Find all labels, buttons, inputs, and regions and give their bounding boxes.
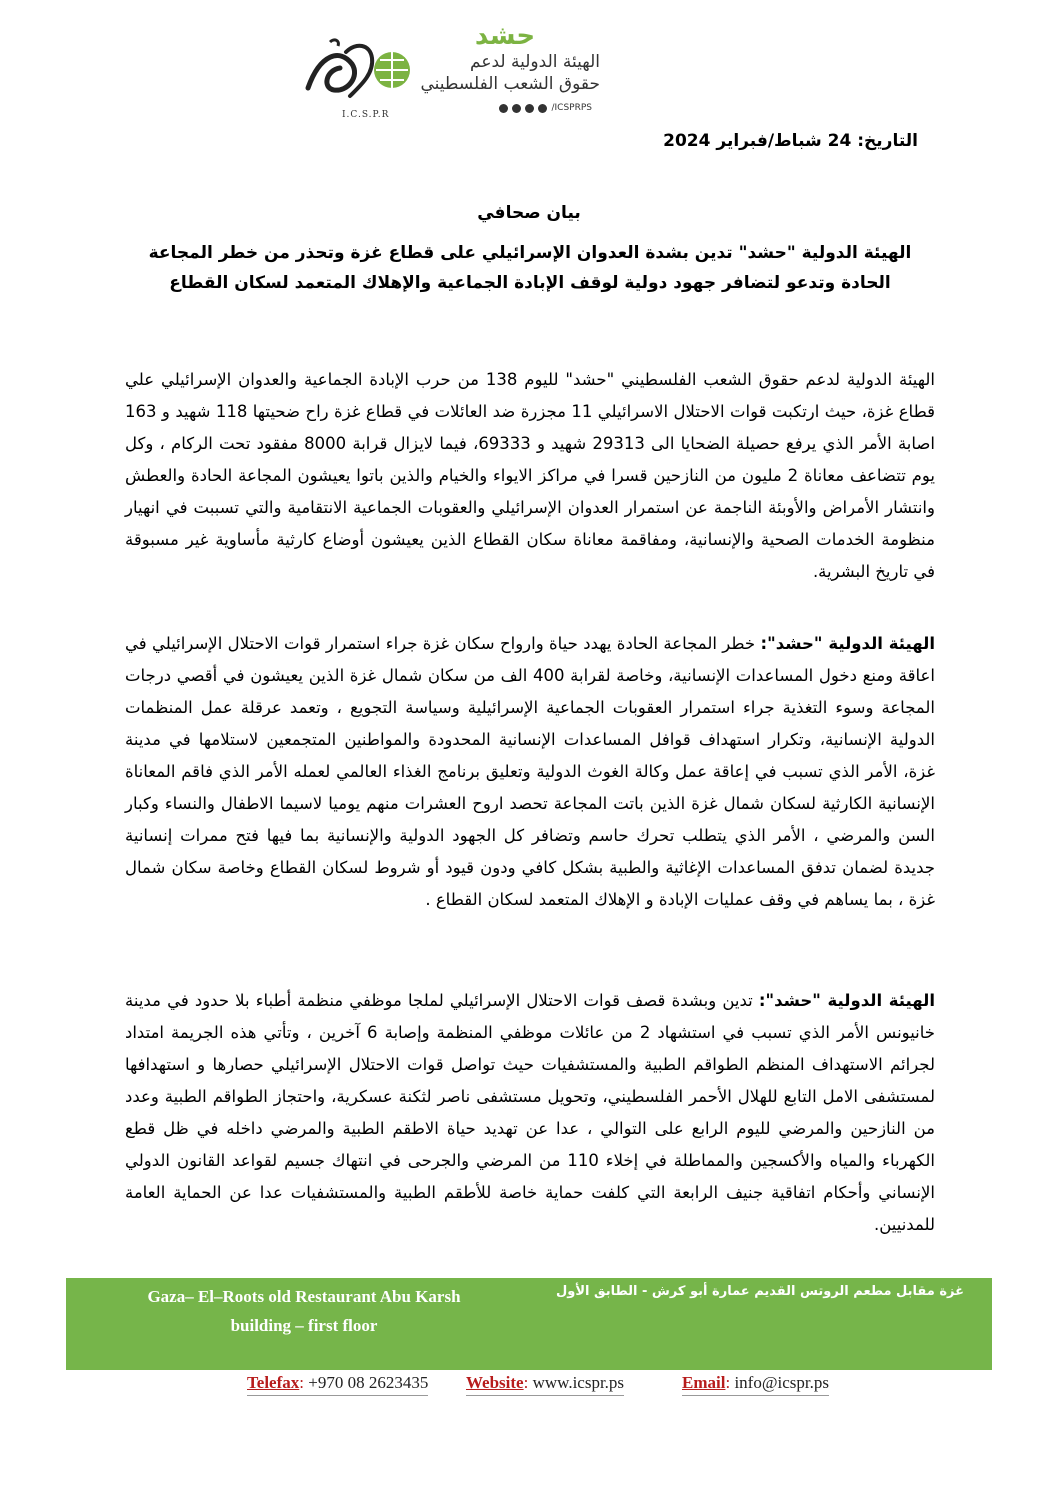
document-date: التاريخ: 24 شباط/فبراير 2024 <box>663 131 918 151</box>
organization-logo <box>300 22 600 126</box>
statement-title: بيان صحافي <box>477 203 581 223</box>
email-label: Email <box>682 1373 726 1392</box>
footer-address-banner <box>66 1278 992 1370</box>
website-link[interactable]: www.icspr.ps <box>532 1373 625 1392</box>
facebook-icon <box>499 104 508 113</box>
contact-bar <box>66 1372 992 1400</box>
document-headline: الهيئة الدولية "حشد" تدين بشدة العدوان الإسرائيلي على قطاع غزة وتحذر من خطر المجاعة الحادة وتدعو لتضافر جهود دولية لوقف الإبادة الجماعية والإهلاك المتعمد لسكان القطاع <box>148 243 912 293</box>
logo-org-line-1: الهيئة الدولية لدعم <box>470 52 600 72</box>
website-label: Website <box>466 1373 524 1392</box>
twitter-icon <box>538 104 547 113</box>
email-link[interactable]: info@icspr.ps <box>734 1373 829 1392</box>
paragraph-2-lead: الهيئة الدولية "حشد": <box>760 634 936 653</box>
website-contact[interactable]: Website: www.icspr.ps <box>466 1373 624 1396</box>
telefax-value: +970 08 2623435 <box>308 1373 429 1392</box>
paragraph-3-text: تدين وبشدة قصف قوات الاحتلال الإسرائيلي لملجا موظفي منظمة أطباء بلا حدود في مدينة خانيونس الأمر الذي تسبب في استشهاد 2 من عائلات موظفي المنظمة وإصابة 6 آخرين ، وتأتي هذه الجريمة امتداد لجرائم الاستهداف المنظم الطواقم الطبية والمستشفيات حيث تواصل قوات الاحتلال الإسرائيلي حصارها و استهدافها لمستشفى الامل التابع للهلال الأحمر الفلسطيني، وتحويل مستشفى ناصر لثكنة عسكرية، واحتجاز الطواقم الطبية وعدد من النازحين والمرضي لليوم الرابع على التوالي ، عدا عن تهديد حياة الاطقم الطبية والمرضي داخله في ظل قطع الكهرباء والمياه والأكسجين والمماطلة في إخلاء 110 من المرضي والجرحى في انتهاك جسيم لقواعد القانون الدولي الإنساني وأحكام اتفاقية جنيف الرابعة التي كلفت حماية خاصة للأطقم الطبية والمستشفيات عدا عن الحماية العامة للمدنيين. <box>125 991 935 1234</box>
social-handle-text: /ICSPRPS <box>551 103 592 113</box>
paragraph-2-text: خطر المجاعة الحادة يهدد حياة وارواح سكان غزة جراء استمرار قوات الاحتلال الإسرائيلي في اعاقة ومنع دخول المساعدات الإنسانية، وخاصة لقرابة 400 الف من سكان شمال غزة الذين يعيشون في أقصي درجات المجاعة وسوء التغذية جراء استمرار العقوبات الجماعية الإسرائيلية وسياسة التجويع ، وتعمد عرقلة عمل المنظمات الدولية الإنسانية، وتكرار استهداف قوافل المساعدات الإنسانية المحدودة والمواطنين المتجمعين لاستلامها في مدينة غزة، الأمر الذي تسبب في إعاقة عمل وكالة الغوث الدولية وتعليق برنامج الغذاء العالمي لعمله الأمر الذي فاقم المعاناة الإنسانية الكارثية لسكان شمال غزة الذين باتت المجاعة تحصد اروح العشرات منهم يوميا لاسيما الاطفال والنساء وكبار السن والمرضي ، الأمر الذي يتطلب تحرك حاسم وتضافر كل الجهود الدولية والإنسانية بما فيها فتح ممرات إنسانية جديدة لضمان تدفق المساعدات الإغاثية والطبية بشكل كافي ودون قيود أو شروط لسكان القطاع وخاصة سكان شمال غزة ، بما يساهم في وقف عمليات الإبادة و الإهلاك المتعمد لسكان القطاع . <box>125 634 935 909</box>
hashd-calligraphy-logo-icon <box>300 34 410 112</box>
email-contact[interactable]: Email: info@icspr.ps <box>682 1373 829 1396</box>
telefax-label: Telefax <box>247 1373 300 1392</box>
instagram-icon <box>512 104 521 113</box>
logo-arabic-name: حشد <box>474 21 536 51</box>
telefax-contact: Telefax: +970 08 2623435 <box>247 1373 428 1396</box>
youtube-icon <box>525 104 534 113</box>
social-handles <box>499 103 592 113</box>
address-en-line-2: building – first floor <box>230 1316 378 1335</box>
address-en-line-1: Gaza– El–Roots old Restaurant Abu Karsh <box>147 1287 461 1306</box>
paragraph-2 <box>125 628 935 916</box>
paragraph-1: الهيئة الدولية لدعم حقوق الشعب الفلسطيني "حشد" لليوم 138 من حرب الإبادة الجماعية والعدوان الإسرائيلي علي قطاع غزة، حيث ارتكبت قوات الاحتلال الاسرائيلي 11 مجزرة ضد العائلات في قطاع غزة راح ضحيتها 118 شهيد و 163 اصابة الأمر الذي يرفع حصيلة الضحايا الى 29313 شهيد و 69333، فيما لايزال قرابة 8000 مفقود تحت الركام ، وكل يوم تتضاعف معاناة 2 مليون من النازحين قسرا في مراكز الايواء والخيام والذين باتوا يعيشون المجاعة الحادة والعطش وانتشار الأمراض والأوبئة الناجمة عن استمرار العدوان الإسرائيلي والعقوبات الجماعية الانتقامية والتي تسببت في انهيار منظومة الخدمات الصحية والإنسانية، ومفاقمة معاناة سكان القطاع الذين يعيشون أوضاع كارثية مأساوية غير مسبوقة في تاريخ البشرية. <box>125 370 935 581</box>
paragraph-3-lead: الهيئة الدولية "حشد": <box>758 991 935 1010</box>
logo-abbreviation: I.C.S.P.R <box>342 110 390 120</box>
logo-org-line-2: حقوق الشعب الفلسطيني <box>420 74 600 94</box>
footer-address-arabic: غزة مقابل مطعم الروتس القديم عمارة أبو كرش - الطابق الأول <box>555 1284 964 1299</box>
footer-address-english <box>94 1282 514 1340</box>
paragraph-3 <box>125 985 935 1241</box>
